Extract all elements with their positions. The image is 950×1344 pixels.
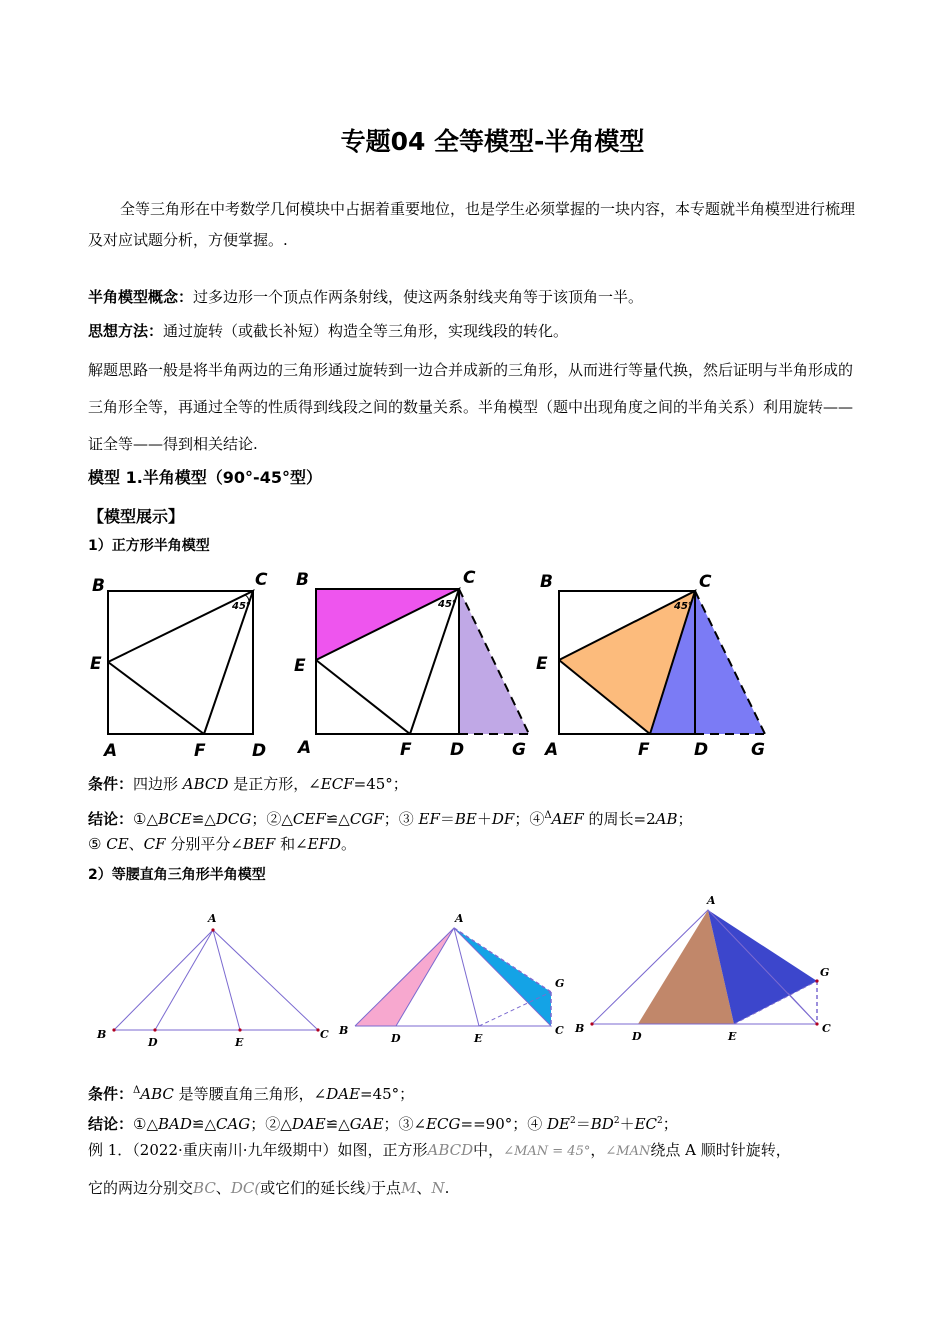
t: ；③∠ bbox=[383, 1115, 427, 1133]
label-D: D bbox=[694, 740, 709, 760]
condition-text: 是正方形，∠ bbox=[228, 775, 321, 793]
method-label: 思想方法： bbox=[88, 322, 164, 340]
label-E: E bbox=[536, 654, 548, 674]
t: 分别平分∠ bbox=[165, 835, 243, 853]
label-F: F bbox=[400, 740, 412, 760]
t: 绕点 A 顺时针旋转， bbox=[650, 1141, 791, 1159]
label-E: E bbox=[728, 1030, 737, 1043]
m: DF bbox=[491, 810, 515, 828]
m: BCE bbox=[158, 810, 192, 828]
label-E: E bbox=[294, 656, 306, 676]
label-A: A bbox=[455, 912, 464, 925]
t: ；②△ bbox=[251, 810, 293, 828]
m: BD bbox=[590, 1115, 614, 1133]
label-C: C bbox=[699, 572, 712, 592]
label-B: B bbox=[575, 1022, 585, 1035]
m: CE bbox=[106, 835, 129, 853]
label-A: A bbox=[208, 912, 217, 925]
square-figure-3 bbox=[536, 572, 765, 760]
label-C: C bbox=[320, 1028, 329, 1041]
m: EC bbox=[634, 1115, 658, 1133]
square-figure bbox=[88, 565, 778, 760]
t: ①△ bbox=[133, 810, 158, 828]
t: 中， bbox=[473, 1141, 504, 1159]
t: ⑤ bbox=[88, 835, 107, 853]
m: M bbox=[401, 1179, 417, 1197]
triangle-figure bbox=[88, 888, 848, 1058]
t: ； bbox=[677, 810, 693, 828]
concept-text: 过多边形一个顶点作两条射线，使这两条射线夹角等于该顶角一半。 bbox=[193, 288, 644, 306]
m: CF bbox=[143, 835, 166, 853]
method-line bbox=[88, 320, 863, 342]
t: 是等腰直角三角形，∠ bbox=[173, 1085, 327, 1103]
condition-label: 条件： bbox=[88, 1085, 134, 1103]
t: 于点 bbox=[371, 1179, 402, 1197]
m: ∠MAN = 45° bbox=[503, 1144, 591, 1159]
m: N bbox=[431, 1179, 445, 1197]
m: DE bbox=[547, 1115, 571, 1133]
label-B: B bbox=[296, 570, 309, 590]
triangle-figure-3 bbox=[574, 894, 831, 1043]
math-abcd: ABCD bbox=[182, 775, 229, 793]
math-ecf: ECF bbox=[320, 775, 354, 793]
example-1-line-1 bbox=[88, 1139, 863, 1163]
t: Δ bbox=[133, 1085, 141, 1096]
t: 、 bbox=[416, 1179, 432, 1197]
t: ＋ bbox=[476, 810, 492, 828]
m: BC bbox=[193, 1179, 216, 1197]
t: 或它们的延长线 bbox=[260, 1179, 366, 1197]
t: ； bbox=[662, 1115, 678, 1133]
t: 例 1．（2022·重庆南川·九年级期中）如图，正方形 bbox=[88, 1141, 428, 1159]
angle-label-45: 45° bbox=[232, 601, 251, 612]
m: EF bbox=[418, 810, 440, 828]
t: ＋ bbox=[619, 1115, 635, 1133]
label-D: D bbox=[632, 1030, 642, 1043]
triangle-figure-1 bbox=[96, 912, 329, 1049]
t: ≌△ bbox=[191, 810, 216, 828]
page-title: 专题04 全等模型-半角模型 bbox=[340, 127, 645, 156]
t: 2 bbox=[613, 1116, 620, 1126]
conclusion-1 bbox=[88, 805, 863, 830]
angle-label-45: 45° bbox=[438, 599, 457, 610]
m: BEF bbox=[242, 835, 276, 853]
conclusion-label: 结论： bbox=[88, 810, 134, 828]
m: BE bbox=[454, 810, 477, 828]
t: 的周长=2 bbox=[583, 810, 656, 828]
t: ；③ bbox=[383, 810, 419, 828]
condition-1 bbox=[88, 773, 863, 795]
label-C: C bbox=[255, 570, 268, 590]
square-figure-1 bbox=[90, 570, 268, 761]
m: ECG bbox=[426, 1115, 461, 1133]
condition-text: 四边形 bbox=[133, 775, 183, 793]
m: CEF bbox=[292, 810, 326, 828]
concept-line bbox=[88, 286, 863, 308]
label-D: D bbox=[252, 741, 267, 761]
sub2-heading: 2）等腰直角三角形半角模型 bbox=[88, 867, 266, 883]
label-D: D bbox=[148, 1036, 158, 1049]
m: CGF bbox=[349, 810, 384, 828]
conclusion-2 bbox=[88, 1110, 863, 1135]
display-heading: 【模型展示】 bbox=[88, 507, 185, 526]
m: CAG bbox=[216, 1115, 251, 1133]
m: ABC bbox=[140, 1085, 174, 1103]
label-D: D bbox=[391, 1032, 401, 1045]
t: 。 bbox=[341, 835, 357, 853]
m: ABCD bbox=[427, 1141, 474, 1159]
label-B: B bbox=[97, 1028, 107, 1041]
t: ≌△ bbox=[191, 1115, 216, 1133]
label-D: D bbox=[450, 740, 465, 760]
square-figure-2 bbox=[294, 568, 529, 760]
label-G: G bbox=[555, 977, 565, 990]
m: EFD bbox=[307, 835, 342, 853]
t: 和∠ bbox=[275, 835, 308, 853]
label-A: A bbox=[298, 738, 312, 758]
t: ＝ bbox=[439, 810, 455, 828]
label-E: E bbox=[235, 1036, 244, 1049]
conclusion-label: 结论： bbox=[88, 1115, 134, 1133]
t: ==90°；④ bbox=[460, 1115, 548, 1133]
t: 、 bbox=[128, 835, 144, 853]
angle-label-45: 45° bbox=[674, 601, 693, 612]
m: AB bbox=[655, 810, 678, 828]
condition-text: =45°； bbox=[353, 775, 408, 793]
triangle-figure-2 bbox=[338, 912, 564, 1045]
m: ) bbox=[365, 1179, 372, 1197]
approach-paragraph: 解题思路一般是将半角两边的三角形通过旋转到一边合并成新的三角形，从而进行等量代换，然后证明与半角形成的三角形全等，再通过全等的性质得到线段之间的数量关系。半角模型（题中出现角度之间的半角关系）利用旋转——证全等——得到相关结论. bbox=[88, 361, 854, 453]
label-A: A bbox=[545, 740, 559, 760]
label-B: B bbox=[92, 576, 105, 596]
condition-label: 条件： bbox=[88, 775, 134, 793]
t: ≌△ bbox=[325, 1115, 350, 1133]
m: BAD bbox=[158, 1115, 192, 1133]
t: ①△ bbox=[133, 1115, 158, 1133]
t: ， bbox=[590, 1141, 606, 1159]
t: 、 bbox=[215, 1179, 231, 1197]
t: 2 bbox=[570, 1116, 576, 1126]
t: ；④ bbox=[514, 810, 545, 828]
label-E: E bbox=[90, 654, 102, 674]
label-G: G bbox=[820, 966, 830, 979]
concept-label: 半角模型概念： bbox=[88, 288, 194, 306]
t: ＝ bbox=[575, 1115, 591, 1133]
m: DAE bbox=[291, 1115, 326, 1133]
intro-paragraph: 全等三角形在中考数学几何模块中占据着重要地位，也是学生必须掌握的一块内容，本专题就半角模型进行梳理及对应试题分析，方便掌握。. bbox=[88, 200, 856, 249]
m: DCG bbox=[215, 810, 252, 828]
label-F: F bbox=[194, 741, 206, 761]
label-B: B bbox=[339, 1024, 349, 1037]
condition-2 bbox=[88, 1080, 863, 1105]
t: =45°； bbox=[360, 1085, 415, 1103]
label-G: G bbox=[751, 740, 765, 760]
m: AEF bbox=[551, 810, 584, 828]
m: DAE bbox=[326, 1085, 361, 1103]
label-C: C bbox=[822, 1022, 831, 1035]
label-F: F bbox=[638, 740, 650, 760]
t: ≌△ bbox=[325, 810, 350, 828]
label-G: G bbox=[512, 740, 526, 760]
method-text: 通过旋转（或截长补短）构造全等三角形，实现线段的转化。 bbox=[163, 322, 569, 340]
m: GAE bbox=[349, 1115, 384, 1133]
label-A: A bbox=[707, 894, 716, 907]
t: . bbox=[444, 1179, 450, 1197]
t: Δ bbox=[544, 810, 552, 821]
m: ∠MAN bbox=[605, 1144, 651, 1159]
m: DC( bbox=[230, 1179, 261, 1197]
sub1-heading: 1）正方形半角模型 bbox=[88, 538, 210, 554]
t: 它的两边分别交 bbox=[88, 1179, 194, 1197]
example-1-line-2 bbox=[88, 1177, 863, 1199]
model1-heading: 模型 1.半角模型（90°-45°型） bbox=[88, 468, 322, 487]
label-E: E bbox=[474, 1032, 483, 1045]
label-B: B bbox=[540, 572, 553, 592]
label-A: A bbox=[104, 741, 118, 761]
t: ；②△ bbox=[250, 1115, 292, 1133]
t: 2 bbox=[657, 1116, 663, 1126]
conclusion-1b bbox=[88, 833, 863, 855]
label-C: C bbox=[555, 1024, 564, 1037]
label-C: C bbox=[463, 568, 476, 588]
